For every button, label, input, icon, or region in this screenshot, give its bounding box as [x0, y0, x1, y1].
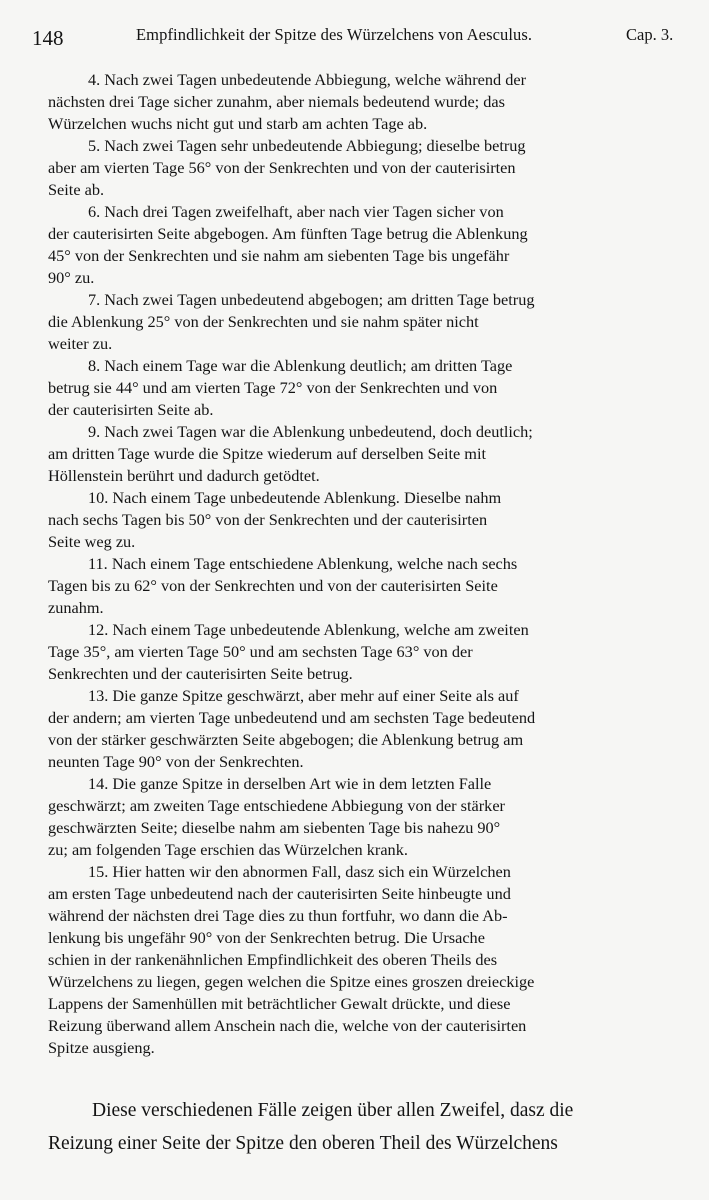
case-paragraph-13: 13. Die ganze Spitze geschwärzt, aber mehr auf einer Seite als auf der andern; am vierten Tage unbedeutend und am sechsten Tage bedeutend von der stärker geschwärzten Seite abgebogen; die Ablenkung betrug am neunten Tage 90° von der Senkrechten.: [48, 686, 536, 771]
case-paragraph-7: 7. Nach zwei Tagen unbedeutend abgebogen; am dritten Tage betrug die Ablenkung 25° von der Senkrechten und sie nahm später nicht weiter zu.: [48, 290, 535, 353]
case-paragraph-6: 6. Nach drei Tagen zweifelhaft, aber nach vier Tagen sicher von der cauterisirten Seite abgebogen. Am fünften Tage betrug die Ablenkung 45° von der Senkrechten und sie nahm am siebenten Tage bis ungefähr 90° zu.: [48, 202, 528, 287]
case-paragraph-11: 11. Nach einem Tage entschiedene Ablenkung, welche nach sechs Tagen bis zu 62° von der Senkrechten und von der cauterisirten Seite zunahm.: [48, 554, 518, 617]
closing-section: [48, 1094, 688, 1160]
case-paragraph-4: 4. Nach zwei Tagen unbedeutende Abbiegung, welche während der nächsten drei Tage sicher zunahm, aber niemals bedeutend wurde; das Würzelchen wuchs nicht gut und starb am achten Tage ab.: [48, 70, 526, 133]
chapter-label: Cap. 3.: [626, 25, 674, 44]
closing-paragraph: Diese verschiedenen Fälle zeigen über allen Zweifel, dasz die Reizung einer Seite der Spitze den oberen Theil des Würzelchens: [48, 1100, 574, 1154]
case-paragraph-14: 14. Die ganze Spitze in derselben Art wie in dem letzten Falle geschwärzt; am zweiten Tage entschiedene Abbiegung von der stärker geschwärzten Seite; dieselbe nahm am siebenten Tage bis nahezu 90° zu; am folgenden Tage erschien das Würzelchen krank.: [48, 774, 505, 859]
case-paragraph-12: 12. Nach einem Tage unbedeutende Ablenkung, welche am zweiten Tage 35°, am vierten Tage 50° und am sechsten Tage 63° von der Senkrechten und der cauterisirten Seite betrug.: [48, 620, 529, 683]
case-paragraph-10: 10. Nach einem Tage unbedeutende Ablenkung. Dieselbe nahm nach sechs Tagen bis 50° von der Senkrechten und der cauterisirten Seite weg zu.: [48, 488, 502, 551]
case-paragraph-5: 5. Nach zwei Tagen sehr unbedeutende Abbiegung; dieselbe betrug aber am vierten Tage 56° von der Senkrechten und von der cauterisirten Seite ab.: [48, 136, 526, 199]
case-paragraph-8: 8. Nach einem Tage war die Ablenkung deutlich; am dritten Tage betrug sie 44° und am vierten Tage 72° von der Senkrechten und von der cauterisirten Seite ab.: [48, 356, 513, 419]
case-paragraph-9: 9. Nach zwei Tagen war die Ablenkung unbedeutend, doch deutlich; am dritten Tage wurde die Spitze wiederum auf derselben Seite mit Höllenstein berührt und dadurch getödtet.: [48, 422, 533, 485]
page-number: 148: [32, 26, 64, 50]
case-list: [48, 69, 684, 1059]
running-title: Empfindlichkeit der Spitze des Würzelchens von Aesculus.: [136, 25, 533, 44]
case-paragraph-15: 15. Hier hatten wir den abnormen Fall, dasz sich ein Würzelchen am ersten Tage unbedeutend nach der cauterisirten Seite hinbeugte und während der nächsten drei Tage dies zu thun fortfuhr, wo dann die Ab- lenkung bis ungefähr 90° von der Senkrechten betrug. Die Ursache schien in der rankenähnlichen Empfindlichkeit des oberen Theils des Würzelchens zu liegen, gegen welchen die Spitze eines groszen dreieckige Lappens der Samenhüllen mit beträchtlicher Gewalt drückte, und diese Reizung überwand allem Anschein nach die, welche von der cauterisirten Spitze ausgieng.: [48, 862, 535, 1057]
page-header: [0, 0, 709, 60]
